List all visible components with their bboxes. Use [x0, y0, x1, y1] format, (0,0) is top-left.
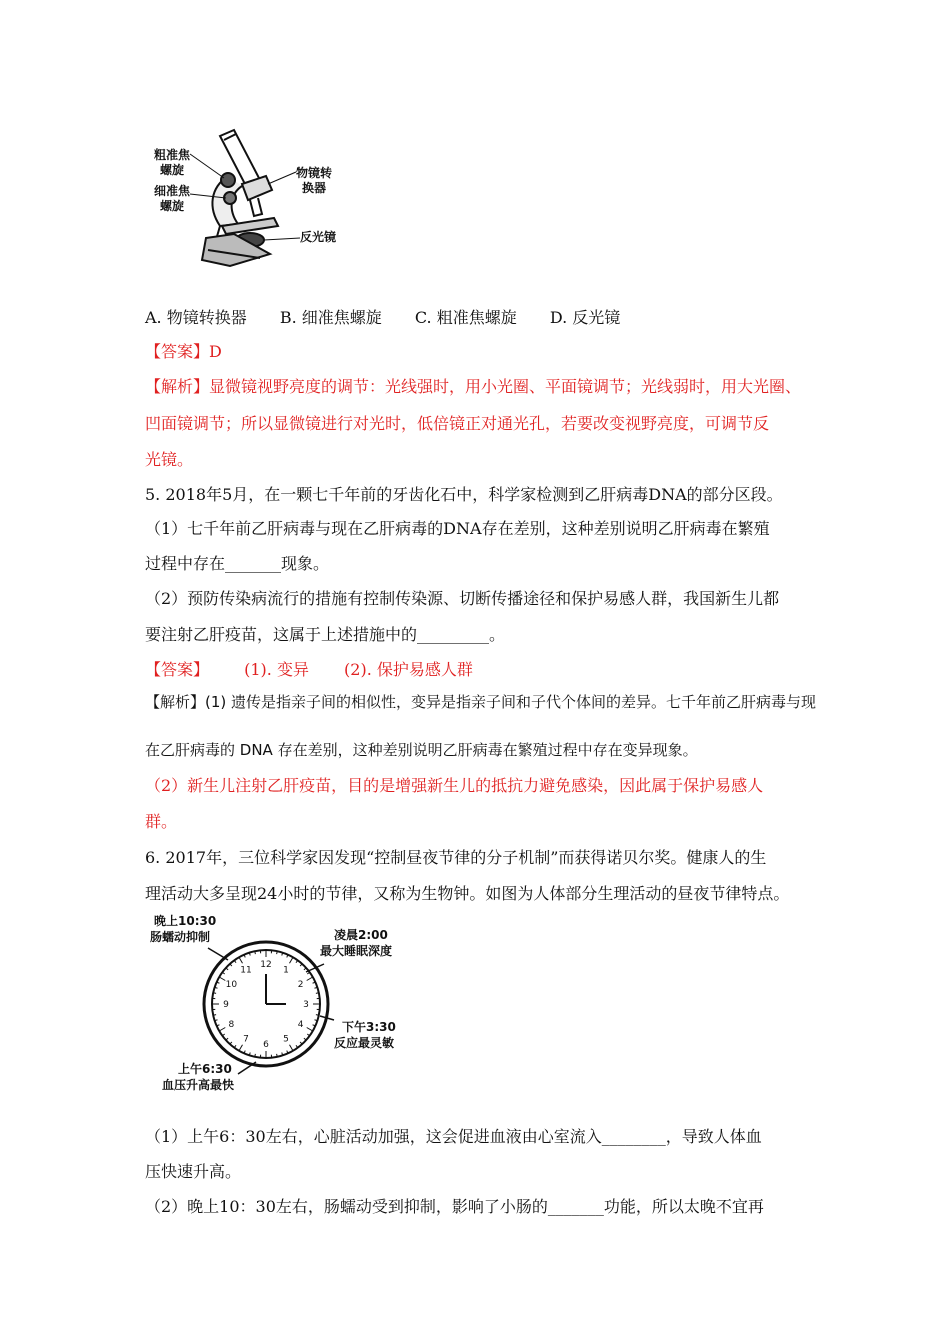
dawn-time-label: 凌晨2:00 [334, 928, 388, 942]
q5-answer-item-2: (2). 保护易感人群 [344, 660, 473, 679]
q6-stem-line-1: 6. 2017年，三位科学家因发现“控制昼夜节律的分子机制”而获得诺贝尔奖。健康人的生 [145, 848, 767, 867]
night-time-label: 晚上10:30 [154, 914, 217, 928]
nosepiece-label-1: 物镜转 [296, 166, 333, 180]
option-a: A. 物镜转换器 [145, 308, 247, 327]
clock-tick [239, 957, 243, 963]
mirror-label: 反光镜 [300, 230, 337, 244]
clock-number: 2 [297, 980, 304, 990]
q5-analysis-head: 【解析】 [145, 693, 206, 711]
microscope-figure [150, 128, 350, 270]
nosepiece-label-2: 换器 [302, 181, 327, 195]
morning-time-label: 上午6:30 [178, 1062, 232, 1076]
coarse-focus-label-2: 螺旋 [160, 163, 185, 177]
clock-tick [296, 960, 298, 962]
q5-answer-tag: 【答案】 [145, 660, 210, 679]
clock-tick [277, 951, 278, 954]
q6-part1-line-2: 压快速升高。 [145, 1162, 242, 1181]
q5-answer [145, 659, 473, 681]
clock-tick [307, 977, 313, 981]
clock-number: 6 [263, 1040, 269, 1050]
q5-analysis-text-1: (1) 遗传是指亲子间的相似性，变异是指亲子间和子代个体间的差异。七千年前乙肝病毒与现 [205, 693, 817, 711]
afternoon-event-label: 反应最灵敏 [334, 1036, 395, 1050]
dawn-event-label: 最大睡眠深度 [320, 944, 393, 958]
clock-tick [255, 1054, 256, 1057]
q6-stem-line-2: 理活动大多呈现24小时的节律，又称为生物钟。如图为人体部分生理活动的昼夜节律特点。 [145, 884, 790, 903]
afternoon-time-label: 下午3:30 [342, 1020, 396, 1034]
clock-tick [307, 1028, 313, 1032]
q6-part1-line-1: （1）上午6：30左右，心脏活动加强，这会促进血液由心室流入________，导致人体血 [145, 1127, 762, 1146]
q5-part2-line-1: （2）预防传染病流行的措施有控制传染源、切断传播途径和保护易感人群，我国新生儿都 [145, 589, 780, 608]
clock-tick [290, 1045, 294, 1051]
clock-tick [219, 977, 225, 981]
q6-part2-line-1: （2）晚上10：30左右，肠蠕动受到抑制，影响了小肠的_______功能，所以太晚不宜再 [145, 1197, 764, 1216]
q5-analysis2-line-2: 群。 [145, 812, 178, 831]
clock-tick [277, 1054, 278, 1057]
clock-tick [296, 1045, 298, 1047]
q5-analysis2-line-1: （2）新生儿注射乙肝疫苗，目的是增强新生儿的抵抗力避免感染，因此属于保护易感人 [145, 776, 764, 795]
option-c: C. 粗准焦螺旋 [414, 308, 517, 327]
option-b: B. 细准焦螺旋 [279, 308, 382, 327]
clock-tick [222, 1034, 224, 1036]
fine-focus-label-1: 细准焦 [154, 184, 191, 198]
clock-tick [316, 993, 319, 994]
q5-analysis-line-1 [145, 691, 816, 713]
clock-number: 5 [283, 1034, 289, 1045]
clock-tick [234, 1045, 236, 1047]
q4-analysis-line-2: 凹面镜调节；所以显微镜进行对光时，低倍镜正对通光孔，若要改变视野亮度，可调节反 [145, 414, 770, 433]
clock-tick [255, 951, 256, 954]
clock-number: 8 [228, 1020, 235, 1030]
clock-number: 1 [283, 965, 289, 976]
morning-event-label: 血压升高最快 [162, 1078, 235, 1092]
clock-tick [307, 1034, 309, 1036]
clock-number: 3 [303, 1000, 309, 1010]
clock-number: 12 [260, 960, 272, 970]
q5-part2-line-2: 要注射乙肝疫苗，这属于上述措施中的_________。 [145, 625, 506, 644]
q4-answer: 【答案】D [145, 342, 222, 361]
q4-options [145, 307, 648, 329]
clock-number: 7 [243, 1034, 249, 1045]
clock-number: 4 [297, 1020, 304, 1030]
q4-analysis-line-1: 【解析】显微镜视野亮度的调节：光线强时，用小光圈、平面镜调节；光线弱时，用大光圈、 [145, 377, 802, 396]
q5-answer-item-1: (1). 变异 [244, 660, 309, 679]
clock-number: 9 [223, 1000, 229, 1010]
q5-part1-line-2: 过程中存在_______现象。 [145, 554, 330, 573]
clock-tick [316, 1015, 319, 1016]
clock-tick [213, 993, 216, 994]
coarse-focus-label-1: 粗准焦 [154, 148, 191, 162]
q5-stem: 5. 2018年5月，在一颗七千年前的牙齿化石中，科学家检测到乙肝病毒DNA的部分区段。 [145, 485, 783, 504]
clock-tick [213, 1015, 216, 1016]
clock-tick [307, 972, 309, 974]
clock-tick [290, 957, 294, 963]
q5-analysis-line-2: 在乙肝病毒的 DNA 存在差别，这种差别说明乙肝病毒在繁殖过程中存在变异现象。 [145, 741, 698, 759]
option-d: D. 反光镜 [549, 308, 621, 327]
clock-figure [148, 912, 428, 1098]
clock-tick [219, 1028, 225, 1032]
clock-tick [234, 960, 236, 962]
fine-focus-label-2: 螺旋 [160, 199, 185, 213]
clock-tick [239, 1045, 243, 1051]
q5-part1-line-1: （1）七千年前乙肝病毒与现在乙肝病毒的DNA存在差别，这种差别说明乙肝病毒在繁殖 [145, 519, 770, 538]
clock-number: 10 [225, 980, 238, 990]
clock-number: 11 [240, 965, 252, 976]
clock-tick [222, 972, 224, 974]
night-event-label: 肠蠕动抑制 [150, 930, 211, 944]
q4-analysis-line-3: 光镜。 [145, 450, 194, 469]
